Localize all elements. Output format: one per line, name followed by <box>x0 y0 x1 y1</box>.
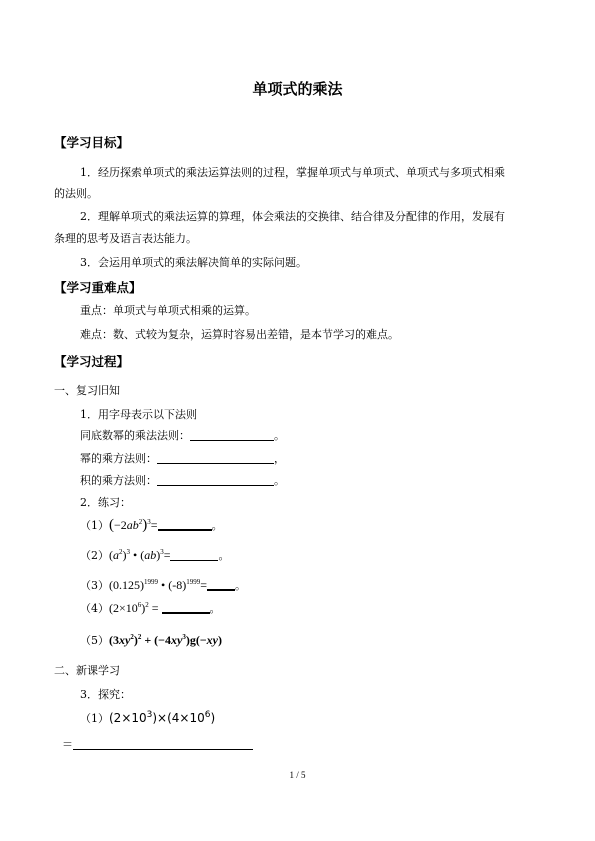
rule-1-end: 。 <box>274 429 285 442</box>
answer-line <box>62 738 253 752</box>
rule-1-label: 同底数幂的乘法法则： <box>80 429 190 442</box>
process-heading: 【学习过程】 <box>54 354 130 369</box>
exercise-1 <box>80 518 223 533</box>
rule-1-blank <box>190 429 274 441</box>
exercise-5 <box>80 633 222 648</box>
question-1-number: （1） <box>80 712 109 725</box>
review-item-1: 1．用字母表示以下法则 <box>80 408 197 421</box>
goal-3: 3．会运用单项式的乘法解决简单的实际问题。 <box>80 256 307 269</box>
exercise-3-blank <box>207 578 235 591</box>
explore-item-3: 3．探究： <box>80 688 131 701</box>
question-1-formula: $(2\times 10^3)\times(4\times 10^6)$ <box>109 710 216 725</box>
rule-2-label: 幂的乘方法则： <box>80 452 157 465</box>
rule-2-line <box>80 452 285 466</box>
rule-3-end: 。 <box>274 474 285 487</box>
rule-3-blank <box>157 474 274 486</box>
exercise-2 <box>80 548 229 563</box>
exercise-4-blank <box>162 601 210 614</box>
exercise-5-number: （5） <box>80 634 109 647</box>
goal-1-line-2: 的法则。 <box>54 187 98 200</box>
rule-2-blank <box>157 452 274 464</box>
exercise-3 <box>80 578 246 593</box>
answer-blank <box>73 738 253 750</box>
exercise-3-number: （3） <box>80 579 109 592</box>
exercise-2-period: 。 <box>218 549 230 562</box>
exercise-1-blank <box>158 518 212 531</box>
difficult-point: 难点：数、式较为复杂，运算时容易出差错，是本节学习的难点。 <box>80 328 399 341</box>
key-points-heading: 【学习重难点】 <box>54 280 142 295</box>
exercise-4-formula: $(2\times 10^6)^2$ = <box>109 601 162 615</box>
page-number: 1 / 5 <box>289 770 306 780</box>
answer-prefix: ＝ <box>62 738 73 751</box>
rule-3-label: 积的乘方法则： <box>80 474 157 487</box>
exercise-3-period: 。 <box>234 579 246 592</box>
exercise-2-number: （2） <box>80 549 109 562</box>
review-heading: 一、复习旧知 <box>54 384 120 397</box>
rule-1-line <box>80 429 285 443</box>
exercise-1-period: 。 <box>211 519 223 532</box>
goal-2-line-1: 2．理解单项式的乘法运算的算理，体会乘法的交换律、结合律及分配律的作用，发展有 <box>80 210 505 223</box>
goals-heading: 【学习目标】 <box>54 135 130 150</box>
exercise-4 <box>80 601 221 616</box>
key-point: 重点：单项式与单项式相乘的运算。 <box>80 304 256 317</box>
exercise-5-formula: $(3xy^2)^2 + (-4xy^3)g(-xy)$ <box>109 633 222 647</box>
question-1 <box>80 711 215 726</box>
exercise-4-number: （4） <box>80 602 109 615</box>
new-lesson-heading: 二、新课学习 <box>54 664 120 677</box>
goal-1-line-1: 1．经历探索单项式的乘法运算法则的过程，掌握单项式与单项式、单项式与多项式相乘 <box>80 166 505 179</box>
exercise-4-period: 。 <box>209 602 221 615</box>
rule-3-line <box>80 474 285 488</box>
rule-2-end: ， <box>274 452 285 465</box>
page-title: 单项式的乘法 <box>252 80 343 98</box>
exercise-3-formula: $(0.125)^{1999}$ • $(-8)^{1999}=$ <box>109 578 207 592</box>
exercise-1-formula: $(-2ab^2)^3=$ <box>109 517 158 533</box>
goal-2-line-2: 条理的思考及语言表达能力。 <box>54 232 197 245</box>
exercise-2-blank <box>170 549 218 561</box>
exercise-2-formula: $(a^2)^3$ • (ab)$^3$= <box>109 548 171 562</box>
review-item-2: 2．练习： <box>80 496 131 509</box>
exercise-1-number: （1） <box>80 519 109 532</box>
